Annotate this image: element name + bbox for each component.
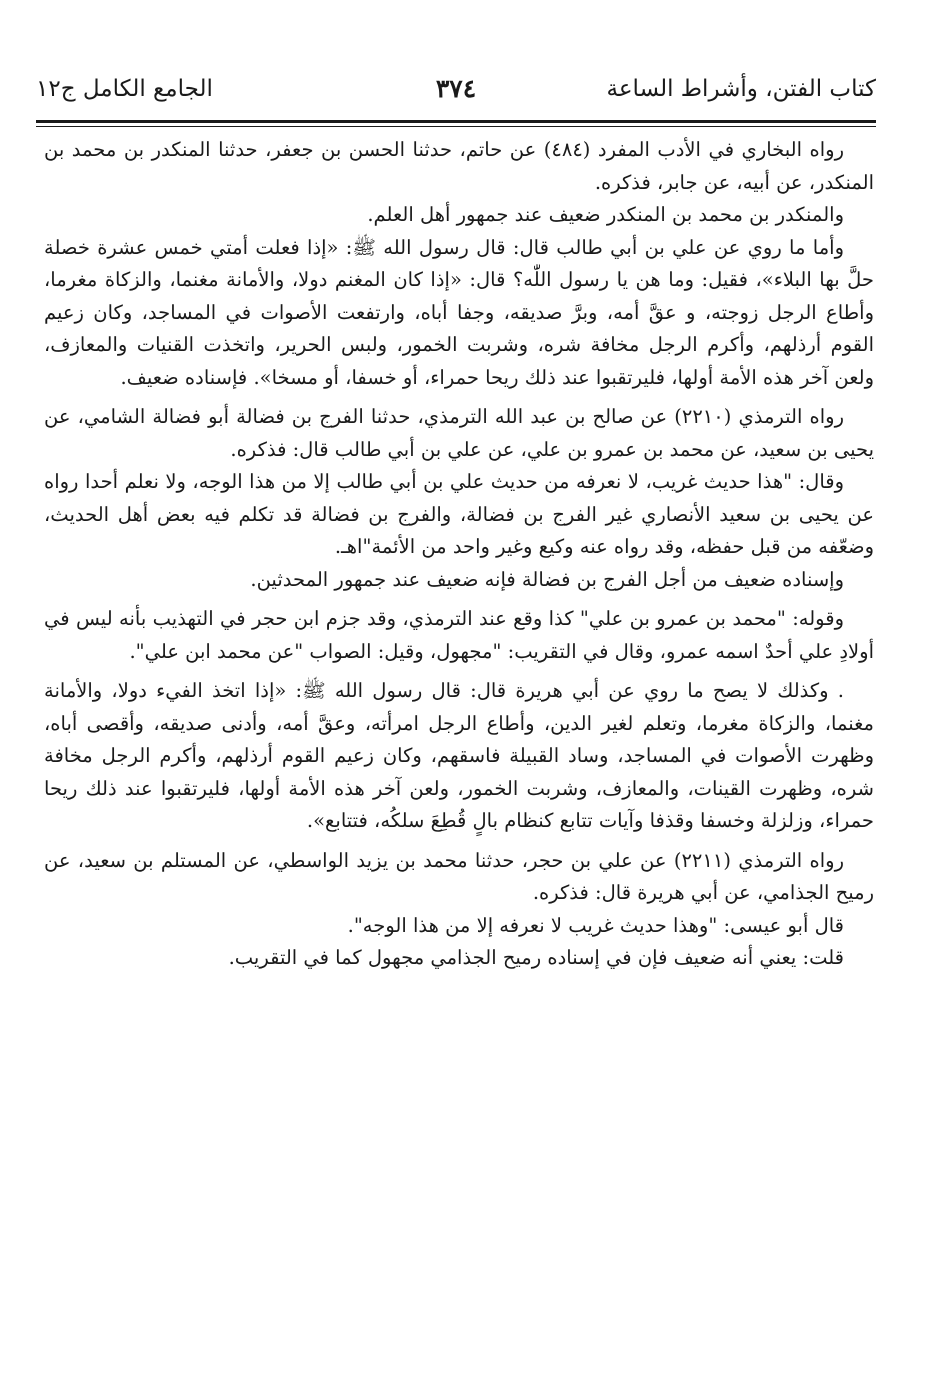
paragraph-faraj-weak: وإسناده ضعيف من أجل الفرج بن فضالة فإنه ضعيف عند جمهور المحدثين. xyxy=(250,567,844,591)
paragraph-conclusion: قلت: يعني أنه ضعيف فإن في إسناده رميح الجذامي مجهول كما في التقريب. xyxy=(228,946,844,969)
paragraph-bukhari-narration: رواه البخاري في الأدب المفرد (٤٨٤) عن حاتم، حدثنا الحسن بن جعفر، حدثنا المنكدر بن محمد بن المنكدر، عن أبيه، عن جابر، فذكره. xyxy=(44,138,874,194)
paragraph-abu-isa-comment: قال أبو عيسى: "وهذا حديث غريب لا نعرفه إلا من هذا الوجه". xyxy=(347,913,844,937)
paragraph-tirmidhi-2210: رواه الترمذي (٢٢١٠) عن صالح بن عبد الله الترمذي، حدثنا الفرج بن فضالة أبو فضالة الشامي، عن يحيى بن سعيد، عن محمد بن عمرو بن علي، عن علي بن أبي طالب قال: فذكره. xyxy=(44,405,874,461)
paragraph-abu-hurayra-hadith: . وكذلك لا يصح ما روي عن أبي هريرة قال: قال رسول الله ﷺ: «إذا اتخذ الفيء دولا، والأمانة مغنما، والزكاة مغرما، وتعلم لغير الدين، وأطاع الرجل امرأته، وعقَّ أمه، وأدنى صديقه، وأقصى أباه، وظهرت الأصوات في المساجد، وساد القبيلة فاسقهم، وكان زعيم القوم أرذلهم، وأكرم الرجل مخافة شره، وظهرت القينات، والمعازف، وشربت الخمور، ولعن آخر هذه الأمة أولها، فليرتقبوا عند ذلك ريحا حمراء، وزلزلة وخسفا وقذفا وآيات تتابع كنظام بالٍ قُطِعَ سلكُه، فتتابع». xyxy=(44,679,874,832)
header-rule-thick xyxy=(36,120,876,123)
paragraph-munkadir-weak: والمنكدر بن محمد بن المنكدر ضعيف عند جمهور أهل العلم. xyxy=(367,203,844,226)
volume-title: الجامع الكامل ج١٢ xyxy=(36,76,213,102)
page-body xyxy=(44,134,874,975)
paragraph-tirmidhi-2211: رواه الترمذي (٢٢١١) عن علي بن حجر، حدثنا محمد بن يزيد الواسطي، عن المستلم بن سعيد، عن رميح الجذامي، عن أبي هريرة قال: فذكره. xyxy=(44,848,874,904)
paragraph-ali-hadith: وأما ما روي عن علي بن أبي طالب قال: قال رسول الله ﷺ: «إذا فعلت أمتي خمس عشرة خصلة حلَّ بها البلاء»، فقيل: وما هن يا رسول اللّٰه؟ قال: «إذا كان المغنم دولا، والأمانة مغنما، والزكاة مغرما، وأطاع الرجل زوجته، و عقَّ أمه، وبرَّ صديقه، وجفا أباه، وارتفعت الأصوات في المساجد، وكان زعيم القوم أرذلهم، وأكرم الرجل مخافة شره، وشربت الخمور، ولبس الحرير، واتخذت القنيات والمعازف، ولعن آخر هذه الأمة أولها، فليرتقبوا عند ذلك ريحا حمراء، أو خسفا، أو مسخا». فإسناده ضعيف. xyxy=(44,235,874,389)
header-rule-thin xyxy=(36,126,876,127)
page-header xyxy=(36,68,876,112)
paragraph-tirmidhi-comment: وقال: "هذا حديث غريب، لا نعرفه من حديث علي بن أبي طالب إلا من هذا الوجه، ولا نعلم أحدا رواه عن يحيى بن سعيد الأنصاري غير الفرج بن فضالة، والفرج بن فضالة قد تكلم فيه بعض أهل الحديث، وضعّفه من قبل حفظه، وقد رواه عنه وكيع وغير واحد من الأئمة"اهـ. xyxy=(44,470,874,558)
page-number: ٣٧٤ xyxy=(435,74,477,103)
book-title: كتاب الفتن، وأشراط الساعة xyxy=(606,76,876,102)
paragraph-ibn-hajar-note: وقوله: "محمد بن عمرو بن علي" كذا وقع عند الترمذي، وقد جزم ابن حجر في التهذيب بأنه ليس في أولادِ علي أحدٌ اسمه عمرو، وقال في التقريب: "مجهول، وقيل: الصواب "عن محمد ابن علي". xyxy=(44,607,874,663)
